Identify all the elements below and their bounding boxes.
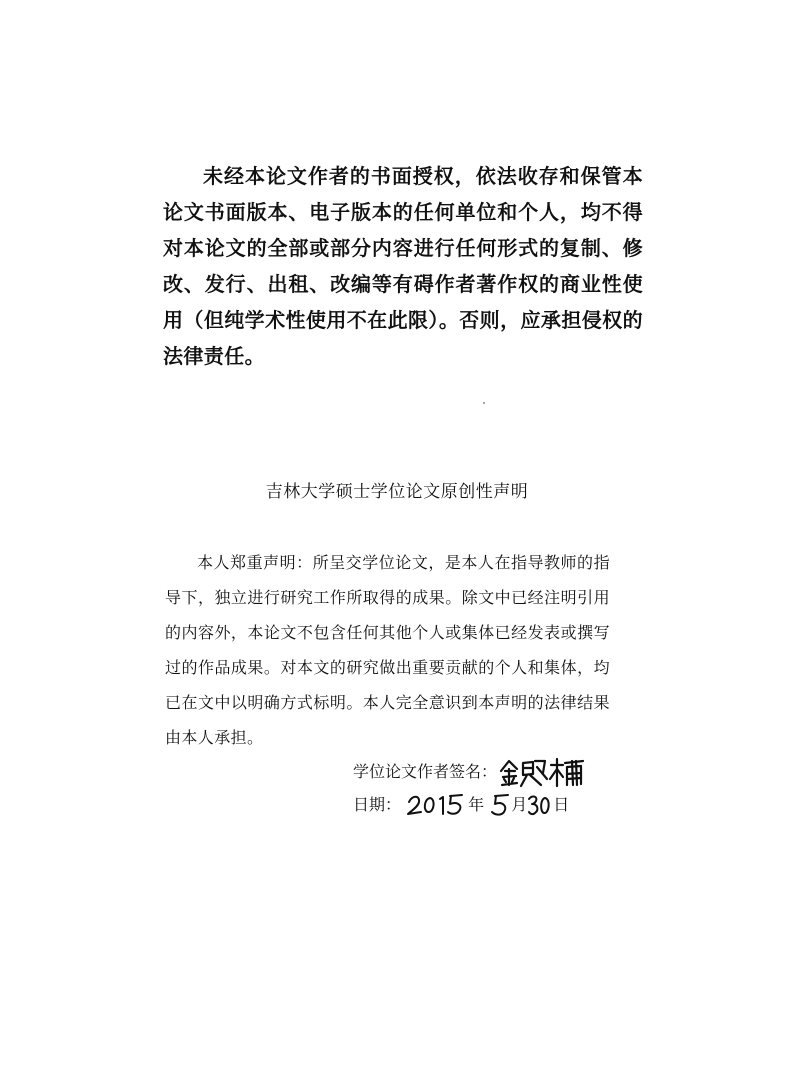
handwritten-month (489, 790, 511, 820)
date-line (353, 788, 569, 820)
handwritten-signature (497, 755, 589, 789)
handwritten-year (406, 790, 468, 820)
signature-line (353, 755, 589, 785)
day-unit: 日 (553, 794, 570, 814)
signature-label: 学位论文作者签名： (353, 762, 498, 781)
copyright-notice: 未经本论文作者的书面授权，依法收存和保管本论文书面版本、电子版本的任何单位和个人，均不得对本论文的全部或部分内容进行任何形式的复制、修改、发行、出租、改编等有碍作者著作权的商业性使用（但纯学术性使用不在此限）。否则，应承担侵权的法律责任。 (163, 164, 643, 368)
month-unit: 月 (511, 794, 528, 814)
declaration-body: 本人郑重声明：所呈交学位论文，是本人在指导教师的指导下，独立进行研究工作所取得的成果。除文中已经注明引用的内容外，本论文不包含任何其他个人或集体已经发表或撰写过的作品成果。对本文的研究做出重要贡献的个人和集体，均已在文中以明确方式标明。本人完全意识到本声明的法律结果由本人承担。 (165, 553, 610, 747)
year-unit: 年 (468, 794, 485, 814)
scan-speck (483, 402, 485, 404)
declaration-title: 吉林大学硕士学位论文原创性声明 (265, 482, 529, 502)
date-label: 日期： (353, 794, 402, 814)
handwritten-day (527, 790, 553, 820)
